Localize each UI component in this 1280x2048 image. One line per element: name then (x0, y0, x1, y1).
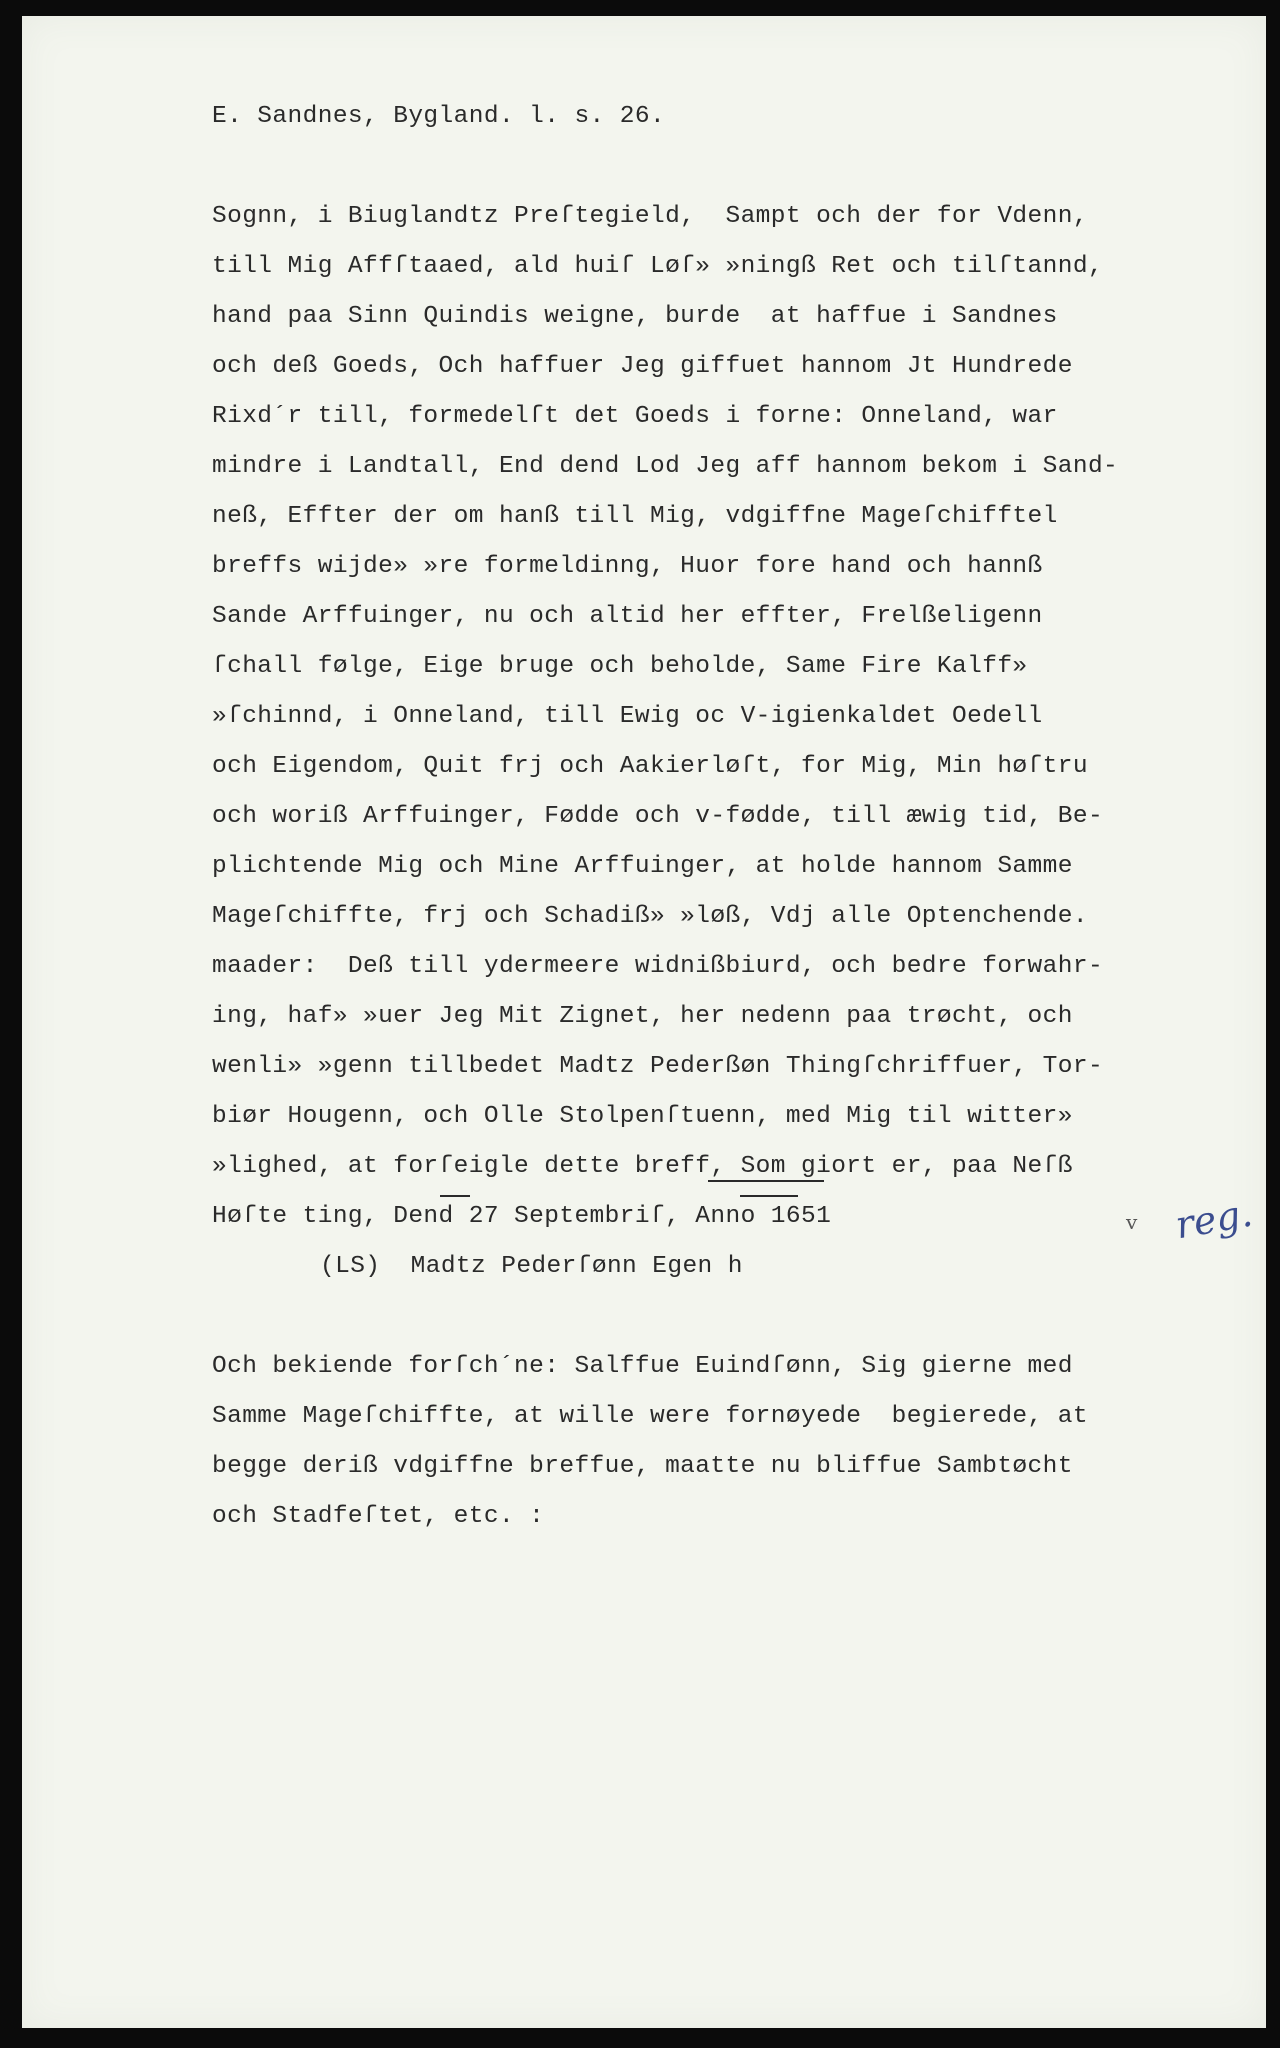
body-line: Sognn, i Biuglandtz Preſtegield, Sampt och der for Vdenn, (212, 203, 1088, 230)
body-line: ſchall følge, Eige bruge och beholde, Same Fire Kalff» (212, 653, 1028, 680)
document-header: E. Sandnes, Bygland. l. s. 26. (212, 103, 666, 130)
overline-mark (440, 1195, 470, 1197)
seal-signature-line: (LS) Madtz Pederſønn Egen h (320, 1253, 743, 1280)
body-line: »lighed, at forſeigle dette breff, Som giort er, paa Neſß (212, 1153, 1073, 1180)
underline-mark (708, 1180, 824, 1182)
closing-line: Och bekiende forſch´ne: Salffue Euindſønn, Sig gierne med (212, 1353, 1073, 1380)
body-line: neß, Effter der om hanß till Mig, vdgiffne Mageſchifftel (212, 503, 1058, 530)
body-line: »ſchinnd, i Onneland, till Ewig oc V-igienkaldet Oedell (212, 703, 1043, 730)
body-line: Sande Arffuinger, nu och altid her effter, Frelßeligenn (212, 603, 1043, 630)
closing-line: Samme Mageſchiffte, at wille were fornøyede begierede, at (212, 1403, 1088, 1430)
closing-line: och Stadfeſtet, etc. : (212, 1503, 545, 1530)
body-line: och woriß Arffuinger, Fødde och v-fødde, till æwig tid, Be- (212, 803, 1104, 830)
body-line: wenli» »genn tillbedet Madtz Pederßøn Thingſchriffuer, Tor- (212, 1053, 1104, 1080)
handwritten-margin-note: reg. (1172, 1190, 1256, 1248)
overline-mark (740, 1195, 798, 1197)
body-line: Høſte ting, Dend 27 Septembriſ, Anno 1651 (212, 1203, 832, 1230)
body-line: och deß Goeds, Och haffuer Jeg giffuet hannom Jt Hundrede (212, 353, 1073, 380)
body-line: mindre i Landtall, End dend Lod Jeg aff hannom bekom i Sand- (212, 453, 1119, 480)
body-line: maader: Deß till ydermeere widnißbiurd, och bedre forwahr- (212, 953, 1104, 980)
body-line: och Eigendom, Quit frj och Aakierløſt, for Mig, Min høſtru (212, 753, 1088, 780)
body-line: Mageſchiffte, frj och Schadiß» »løß, Vdj alle Optenchende. (212, 903, 1088, 930)
body-line: hand paa Sinn Quindis weigne, burde at haffue i Sandnes (212, 303, 1058, 330)
body-line: till Mig Affſtaaed, ald huiſ Løſ» »ningß Ret och tilſtannd, (212, 253, 1104, 280)
body-line: biør Hougenn, och Olle Stolpenſtuenn, med Mig til witter» (212, 1103, 1073, 1130)
closing-line: begge deriß vdgiffne breffue, maatte nu bliffue Sambtøcht (212, 1453, 1073, 1480)
document-page (22, 16, 1266, 2028)
body-line: plichtende Mig och Mine Arffuinger, at holde hannom Samme (212, 853, 1073, 880)
margin-check-mark: v (1126, 1210, 1138, 1234)
body-line: breffs wijde» »re formeldinng, Huor fore hand och hannß (212, 553, 1043, 580)
body-line: ing, haf» »uer Jeg Mit Zignet, her nedenn paa trøcht, och (212, 1003, 1073, 1030)
body-line: Rixd´r till, formedelſt det Goeds i forne: Onneland, war (212, 403, 1058, 430)
